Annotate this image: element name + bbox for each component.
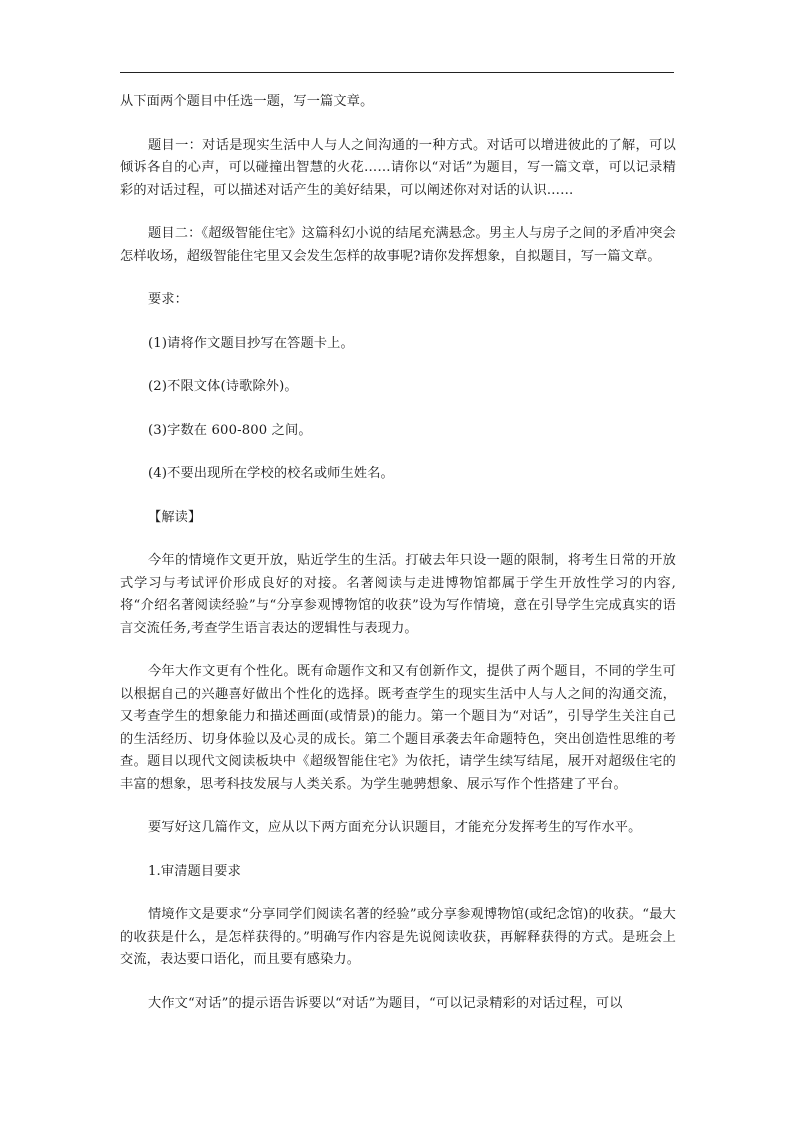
section-paragraph-1: 情境作文是要求“分享同学们阅读名著的经验”或分享参观博物馆(或纪念馆)的收获。“最大的收获是什么，是怎样获得的。”明确写作内容是先说阅读收获，再解释获得的方式。是班会上交流，表达要口语化，而且要有感染力。: [120, 907, 676, 967]
topic-two-paragraph: 题目二：《超级智能住宅》这篇科幻小说的结尾充满悬念。男主人与房子之间的矛盾冲突会怎样收场，超级智能住宅里又会发生怎样的故事呢?请你发挥想象，自拟题目，写一篇文章。: [120, 226, 676, 264]
requirement-item-1: (1)请将作文题目抄写在答题卡上。: [148, 335, 354, 351]
requirements-heading: 要求：: [148, 292, 189, 307]
analysis-paragraph-2: 今年大作文更有个性化。既有命题作文和又有创新作文，提供了两个题目，不同的学生可以根据自己的兴趣喜好做出个性化的选择。既考查学生的现实生活中人与人之间的沟通交流，又考查学生的想象能力和描述画面(或情景)的能力。第一个题目为“对话”，引导学生关注自己的生活经历、切身体验以及心灵的成长。第二个题目承袭去年命题特色，突出创造性思维的考查。题目以现代文阅读板块中《超级智能住宅》为依托，请学生续写结尾，展开对超级住宅的丰富的想象，思考科技发展与人类关系。为学生驰骋想象、展示写作个性搭建了平台。: [120, 664, 676, 792]
topic-one-paragraph: 题目一：对话是现实生活中人与人之间沟通的一种方式。对话可以增进彼此的了解，可以倾诉各自的心声，可以碰撞出智慧的火花……请你以“对话”为题目，写一篇文章，可以记录精彩的对话过程，可以描述对话产生的美好结果，可以阐述你对对话的认识……: [120, 137, 676, 198]
requirement-item-2: (2)不限文体(诗歌除外)。: [148, 379, 298, 394]
requirement-item-4: (4)不要出现所在学校的校名或师生姓名。: [148, 466, 394, 481]
analysis-paragraph-3: 要写好这几篇作文，应从以下两方面充分认识题目，才能充分发挥考生的写作水平。: [148, 820, 642, 835]
instruction-paragraph: 从下面两个题目中任选一题，写一篇文章。: [120, 94, 374, 109]
analysis-heading: 【解读】: [148, 509, 202, 525]
section-heading-1: 1.审清题目要求: [148, 863, 241, 879]
requirement-item-3: (3)字数在 600-800 之间。: [148, 422, 312, 438]
section-paragraph-2: 大作文“对话”的提示语告诉要以“对话”为题目，“可以记录精彩的对话过程，可以: [148, 995, 623, 1011]
document-body: [120, 91, 676, 1035]
header-rule: [120, 72, 674, 73]
analysis-paragraph-1: 今年的情境作文更开放，贴近学生的生活。打破去年只设一题的限制，将考生日常的开放式学习与考试评价形成良好的对接。名著阅读与走进博物馆都属于学生开放性学习的内容,将“介绍名著阅读经验”与“分享参观博物馆的收获”设为写作情境，意在引导学生完成真实的语言交流任务,考查学生语言表达的逻辑性与表现力。: [120, 553, 676, 636]
